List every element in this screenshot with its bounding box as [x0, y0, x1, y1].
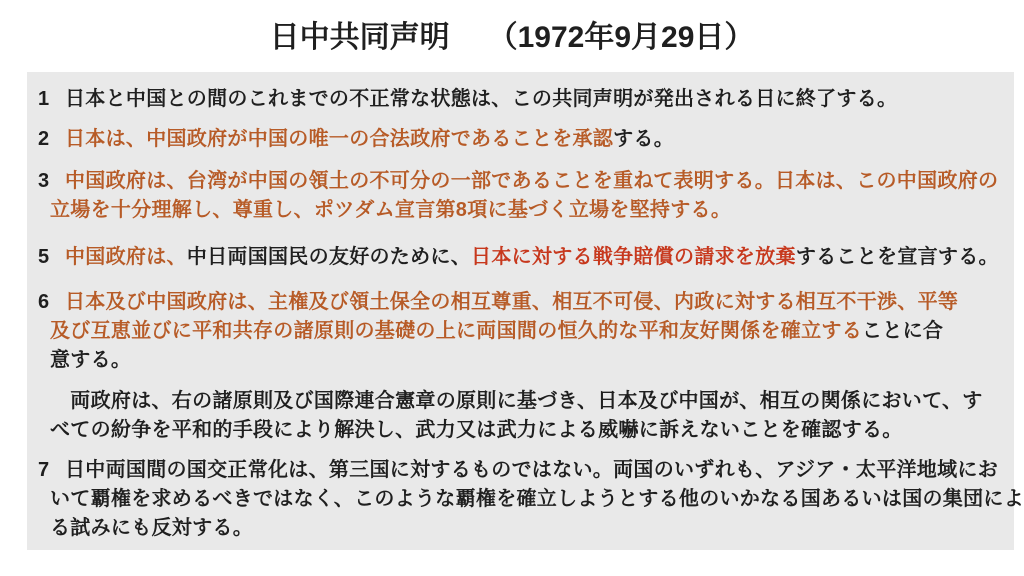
item-line: [65, 167, 1014, 196]
text-segment-black: 意する。: [50, 349, 132, 371]
text-segment-black: 中日両国国民の友好のために、: [186, 246, 472, 268]
text-segment-black: 両政府は、右の諸原則及び国際連合憲章の原則に基づき、日本及び中国が、相互の関係において、す: [50, 390, 983, 412]
text-segment-black: することを宣言する。: [795, 246, 999, 268]
item-line: [50, 196, 1014, 225]
text-segment-black: べての紛争を平和的手段により解決し、武力又は武力による威嚇に訴えないことを確認する。: [50, 419, 903, 441]
statement-item-2: [27, 125, 1014, 154]
statement-item-5: [27, 243, 1014, 272]
page-title: [0, 12, 1024, 56]
text-segment-red: 日本に対する戦争賠償の請求を放棄: [471, 246, 796, 268]
statement-item-3: [27, 167, 1014, 225]
item-number: 1: [38, 88, 50, 110]
text-segment-orange: 中国政府は、: [65, 246, 187, 268]
text-segment-black: 日本と中国との間のこれまでの不正常な状態は、この共同声明が発出される日に終了する。: [65, 88, 898, 110]
text-segment-black: る試みにも反対する。: [50, 517, 253, 539]
title-main: 日中共同声明: [269, 21, 450, 54]
statement-item-6: [27, 288, 1014, 375]
title-date: （1972年9月29日）: [487, 21, 755, 54]
item-line: [65, 456, 1014, 485]
item-line: [65, 85, 1014, 114]
item-line: [65, 125, 1014, 154]
item-number: 6: [38, 291, 50, 313]
text-segment-black: いて覇権を求めるべきではなく、このような覇権を確立しようとする他のいかなる国あるいは国の集団によ: [50, 488, 1024, 510]
text-segment-orange: 及び互恵並びに平和共存の諸原則の基礎の上に両国間の恒久的な平和友好関係を確立する: [50, 320, 862, 342]
item-number: 3: [38, 170, 50, 192]
item-number: 7: [38, 459, 50, 481]
statement-paragraph: [27, 387, 1014, 445]
item-number: 2: [38, 128, 50, 150]
text-segment-black: ことに合: [862, 320, 944, 342]
text-segment-orange: 日本は、中国政府が中国の唯一の合法政府であることを承認: [65, 128, 614, 150]
text-segment-orange: 日本及び中国政府は、主権及び領土保全の相互尊重、相互不可侵、内政に対する相互不干渉、平等: [65, 291, 959, 313]
statement-item-7: [27, 456, 1024, 543]
statement-item-1: [27, 85, 1014, 114]
item-line: [50, 317, 1014, 346]
item-line: [50, 387, 1014, 416]
text-segment-orange: 立場を十分理解し、尊重し、ポツダム宣言第8項に基づく立場を堅持する。: [50, 199, 732, 221]
item-number: 5: [38, 246, 50, 268]
item-line: [50, 514, 1014, 543]
item-line: [50, 346, 1014, 375]
item-line: [65, 288, 1014, 317]
text-segment-black: する。: [613, 128, 675, 150]
statement-box: [27, 72, 1024, 550]
text-segment-black: 日中両国間の国交正常化は、第三国に対するものではない。両国のいずれも、アジア・太平洋地域にお: [65, 459, 998, 481]
text-segment-orange: 中国政府は、台湾が中国の領土の不可分の一部であることを重ねて表明する。日本は、この中国政府の: [65, 170, 999, 192]
item-line: [50, 416, 1014, 445]
item-line: [50, 485, 1024, 514]
item-line: [65, 243, 1014, 272]
